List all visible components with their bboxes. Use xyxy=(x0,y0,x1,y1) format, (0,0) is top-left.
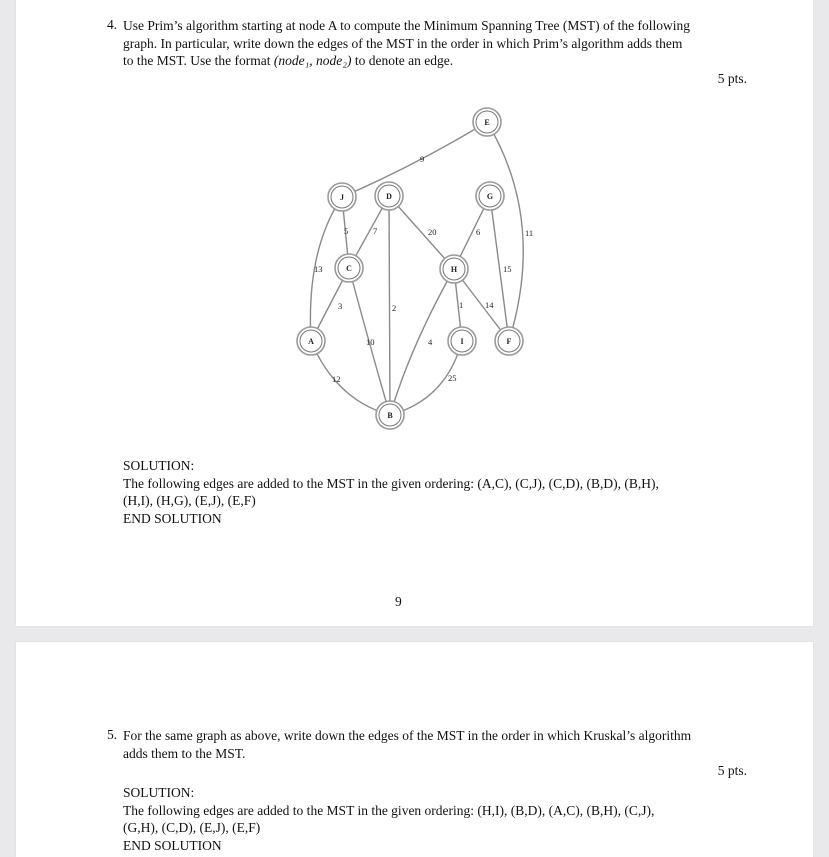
question-4-line-2: graph. In particular, write down the edges of the MST in the order in which Prim’s algorithm adds them xyxy=(123,35,683,51)
svg-text:J: J xyxy=(340,193,344,202)
node-F xyxy=(495,327,523,355)
question-4-number: 4. xyxy=(107,17,118,32)
svg-text:E: E xyxy=(484,118,490,127)
node-C xyxy=(335,254,363,282)
question-5-points: 5 pts. xyxy=(717,763,747,778)
node-E xyxy=(473,108,501,136)
weight-D-B: 2 xyxy=(392,303,397,313)
solution-line-2: (G,H), (C,D), (E,J), (E,F) xyxy=(123,820,261,835)
weight-A-J: 13 xyxy=(314,264,323,274)
page-9 xyxy=(16,0,813,626)
question-4-line-3 xyxy=(123,52,723,70)
svg-text:I: I xyxy=(460,337,464,346)
question-4-line-3-pre: to the MST. Use the format xyxy=(123,53,274,68)
edge-H-B xyxy=(390,269,454,415)
node-H xyxy=(440,255,468,283)
edge-D-B xyxy=(389,196,390,415)
solution-line-1: The following edges are added to the MST in the given ordering: (A,C), (C,J), (C,D), (B,D), (B,H), xyxy=(123,475,659,491)
solution-line-2: (H,I), (H,G), (E,J), (E,F) xyxy=(123,493,256,508)
question-5-solution xyxy=(123,784,723,854)
solution-start: SOLUTION: xyxy=(123,785,195,800)
weight-H-I: 1 xyxy=(459,300,464,310)
weight-C-A: 3 xyxy=(338,301,343,311)
node-B xyxy=(376,401,404,429)
question-4-solution xyxy=(123,457,723,527)
weight-D-H: 20 xyxy=(428,227,437,237)
question-5-line-1: For the same graph as above, write down the edges of the MST in the order in which Kruskal’s algorithm xyxy=(123,728,692,743)
node-I xyxy=(448,327,476,355)
solution-end: END SOLUTION xyxy=(123,510,222,526)
node-J xyxy=(328,183,356,211)
question-4-line-3-post: to denote an edge. xyxy=(351,53,454,68)
weight-G-H: 6 xyxy=(476,227,481,237)
weight-H-B: 4 xyxy=(428,337,433,347)
edge-J-E xyxy=(342,122,487,197)
node-D xyxy=(375,182,403,210)
question-5-text xyxy=(123,727,723,762)
solution-start: SOLUTION: xyxy=(123,458,195,473)
graph-nodes xyxy=(297,108,523,429)
svg-text:H: H xyxy=(450,265,458,274)
weight-D-C: 7 xyxy=(373,226,378,236)
weight-J-E: 9 xyxy=(420,154,425,164)
weight-H-F: 14 xyxy=(485,300,494,310)
node-G xyxy=(476,182,504,210)
weight-A-B: 12 xyxy=(332,374,341,384)
graph-figure xyxy=(16,100,813,430)
page-number: 9 xyxy=(395,594,402,609)
question-5-line-2: adds them to the MST. xyxy=(123,745,246,761)
question-4-text xyxy=(123,17,723,70)
svg-text:G: G xyxy=(486,192,494,201)
edge-A-B xyxy=(311,341,390,415)
svg-text:F: F xyxy=(506,337,512,346)
weight-C-B: 10 xyxy=(366,337,375,347)
weight-B-I: 25 xyxy=(448,373,457,383)
question-4-points: 5 pts. xyxy=(717,71,747,86)
weight-E-F: 11 xyxy=(525,228,534,238)
weight-J-C: 5 xyxy=(344,226,349,236)
svg-text:C: C xyxy=(346,264,352,273)
solution-line-1: The following edges are added to the MST in the given ordering: (H,I), (B,D), (A,C), (B,H), (C,J), xyxy=(123,802,655,818)
svg-text:B: B xyxy=(387,411,393,420)
solution-end: END SOLUTION xyxy=(123,837,222,853)
question-5-number: 5. xyxy=(107,727,118,742)
svg-text:D: D xyxy=(386,192,392,201)
svg-text:A: A xyxy=(308,337,314,346)
question-4-line-1: Use Prim’s algorithm starting at node A to compute the Minimum Spanning Tree (MST) of the following xyxy=(123,18,690,33)
edge-format: (node₁, node₂) xyxy=(273,53,352,68)
weight-G-F: 15 xyxy=(503,264,512,274)
page-10 xyxy=(16,642,813,857)
node-A xyxy=(297,327,325,355)
